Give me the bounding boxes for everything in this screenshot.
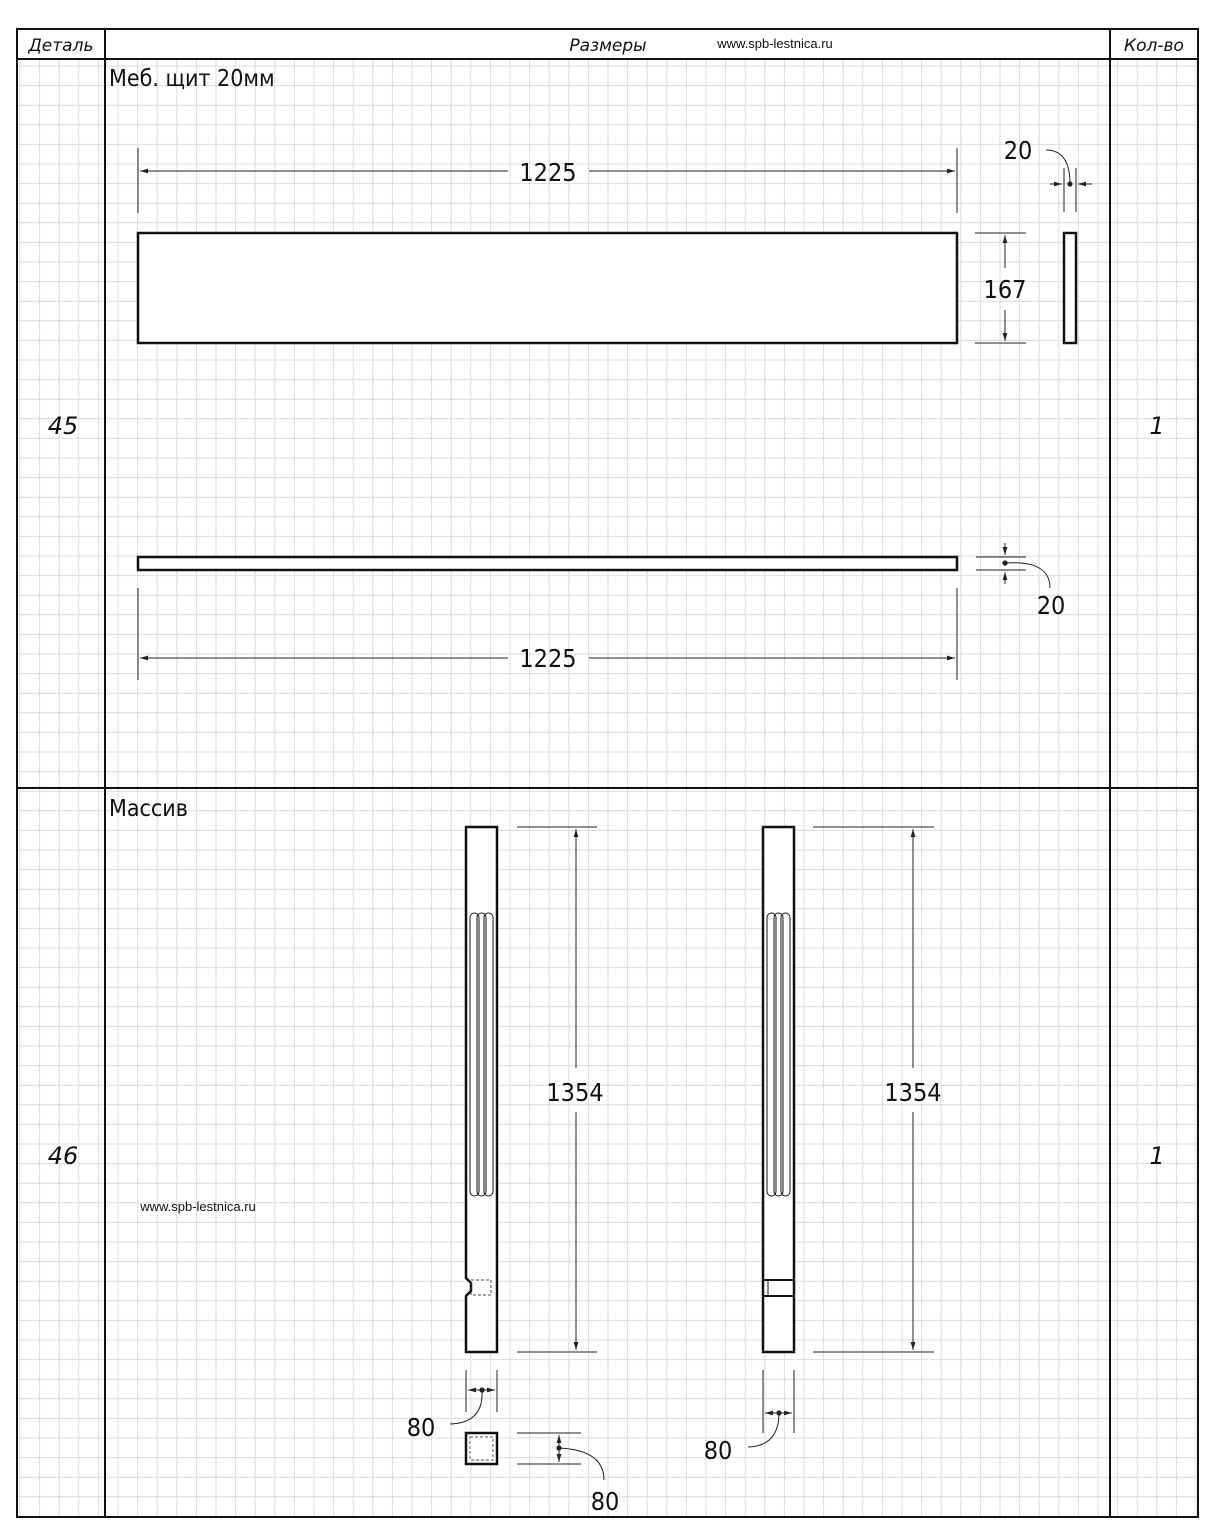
dim-text-width: 167 (983, 275, 1027, 304)
dimension-width (975, 233, 1026, 343)
dim-text-edge-thickness: 20 (1036, 591, 1066, 620)
dim-text-bottom-length: 1225 (519, 644, 577, 673)
header-dimensions: Размеры (569, 36, 647, 56)
website-link[interactable]: www.spb-lestnica.ru (717, 36, 833, 51)
dimension-right-width (704, 1370, 794, 1465)
detail-number-45: 45 (47, 412, 79, 440)
dim-text-right-height: 1354 (884, 1078, 942, 1107)
dimension-section-height (517, 1433, 619, 1516)
dim-text-left-width: 80 (406, 1413, 436, 1442)
baluster-cross-section (466, 1433, 497, 1464)
dim-text-section-height: 80 (590, 1487, 620, 1516)
dim-text-right-width: 80 (703, 1436, 733, 1465)
material-label-46: Массив (109, 796, 188, 822)
baluster-side-view (763, 827, 794, 1352)
dimension-edge-thickness (976, 543, 1065, 620)
board-edge-view (138, 557, 957, 570)
watermark-link[interactable]: www.spb-lestnica.ru (140, 1199, 256, 1214)
board-top-view (138, 233, 957, 343)
header-detail: Деталь (28, 36, 94, 56)
quantity-46: 1 (1149, 1142, 1165, 1170)
dimension-right-height (813, 827, 942, 1352)
board-side-view (1064, 233, 1076, 343)
header-quantity: Кол-во (1124, 36, 1184, 56)
dim-text-side-thickness: 20 (1003, 136, 1033, 165)
dim-text-top-length: 1225 (519, 158, 577, 187)
quantity-45: 1 (1149, 412, 1165, 440)
detail-number-46: 46 (47, 1142, 79, 1170)
baluster-front-view (466, 827, 497, 1352)
material-label-45: Меб. щит 20мм (109, 66, 275, 92)
dim-text-left-height: 1354 (546, 1078, 604, 1107)
dimension-left-width (407, 1370, 497, 1442)
